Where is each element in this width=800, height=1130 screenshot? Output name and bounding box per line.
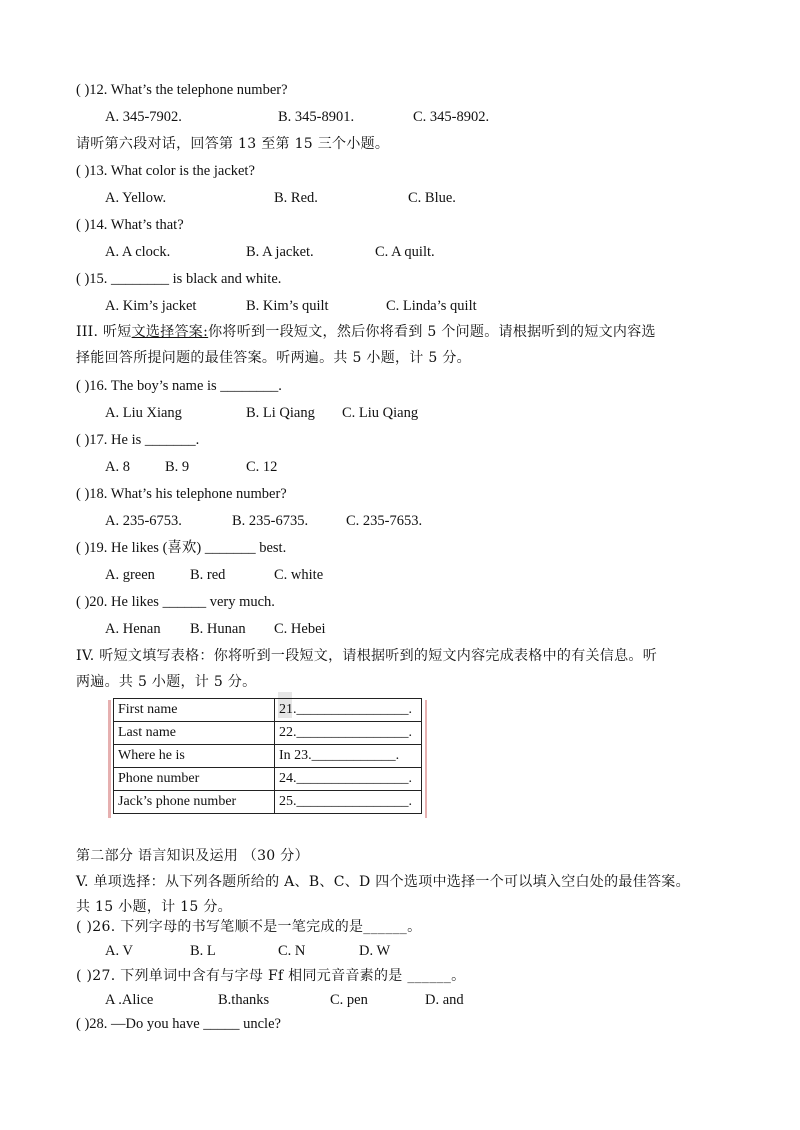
section5-instruction-line1: V. 单项选择：从下列各题所给的 A、B、C、D 四个选项中选择一个可以填入空白处的最佳答案。 xyxy=(76,874,690,890)
section4-instruction-line2: 两遍。共 5 小题，计 5 分。 xyxy=(76,674,257,690)
table-label: Phone number xyxy=(114,768,275,791)
q13-stem: ( )13. What color is the jacket? xyxy=(76,163,255,179)
q20-option-a: A. Henan xyxy=(105,621,161,637)
scan-edge-left xyxy=(108,700,111,818)
section3-instruction: 你将听到一段短文，然后你将看到 5 个问题。请根据听到的短文内容选 xyxy=(208,324,656,340)
q15-option-a: A. Kim’s jacket xyxy=(105,298,197,314)
q18-stem: ( )18. What’s his telephone number? xyxy=(76,486,287,502)
q17-option-c: C. 12 xyxy=(246,459,278,475)
q16-stem: ( )16. The boy’s name is ________. xyxy=(76,378,282,394)
q14-option-c: C. A quilt. xyxy=(375,244,435,260)
q18-option-b: B. 235-6735. xyxy=(232,513,309,529)
q19-option-a: A. green xyxy=(105,567,155,583)
q15-option-b: B. Kim’s quilt xyxy=(246,298,329,314)
q17-stem: ( )17. He is _______. xyxy=(76,432,200,448)
table-row xyxy=(114,722,422,745)
section3-instruction-line2: 择能回答所提问题的最佳答案。听两遍。共 5 小题，计 5 分。 xyxy=(76,350,471,366)
q18-option-a: A. 235-6753. xyxy=(105,513,182,529)
section5-instruction-line2: 共 15 小题，计 15 分。 xyxy=(76,899,232,915)
q12-stem: ( )12. What’s the telephone number? xyxy=(76,82,288,98)
q16-option-a: A. Liu Xiang xyxy=(105,405,182,421)
q27-stem: ( )27. 下列单词中含有与字母 Ff 相同元音音素的是 ______。 xyxy=(76,968,466,984)
q15-stem: ( )15. ________ is black and white. xyxy=(76,271,282,287)
section4-instruction-line1: IV. 听短文填写表格：你将听到一段短文，请根据听到的短文内容完成表格中的有关信息。听 xyxy=(76,648,657,664)
table-blank: 25.________________. xyxy=(275,791,422,814)
dialog6-instruction: 请听第六段对话，回答第 13 至第 15 三个小题。 xyxy=(76,136,390,152)
part2-heading: 第二部分 语言知识及运用 （30 分） xyxy=(76,848,309,864)
section3-underlined-title: 文选择答案: xyxy=(131,324,209,340)
q14-stem: ( )14. What’s that? xyxy=(76,217,184,233)
q16-option-c: C. Liu Qiang xyxy=(342,405,419,421)
table-blank: 21.________________. xyxy=(275,699,422,722)
table-label: Last name xyxy=(114,722,275,745)
info-table xyxy=(113,698,422,814)
q16-option-b: B. Li Qiang xyxy=(246,405,315,421)
q27-option-d: D. and xyxy=(425,992,464,1008)
q28-stem: ( )28. —Do you have _____ uncle? xyxy=(76,1016,281,1032)
q12-option-c: C. 345-8902. xyxy=(413,109,490,125)
q13-option-a: A. Yellow. xyxy=(105,190,167,206)
section3-heading xyxy=(76,322,656,342)
q20-stem: ( )20. He likes ______ very much. xyxy=(76,594,275,610)
table-row xyxy=(114,768,422,791)
table-label: First name xyxy=(114,699,275,722)
q26-option-d: D. W xyxy=(359,943,391,959)
table-row xyxy=(114,791,422,814)
q26-option-a: A. V xyxy=(105,943,133,959)
q12-option-b: B. 345-8901. xyxy=(278,109,355,125)
q13-option-b: B. Red. xyxy=(274,190,318,206)
table-blank: 22.________________. xyxy=(275,722,422,745)
q17-option-b: B. 9 xyxy=(165,459,190,475)
q19-option-c: C. white xyxy=(274,567,324,583)
table-blank: In 23.____________. xyxy=(275,745,422,768)
q15-option-c: C. Linda’s quilt xyxy=(386,298,477,314)
q18-option-c: C. 235-7653. xyxy=(346,513,423,529)
table-blank: 24.________________. xyxy=(275,768,422,791)
q17-option-a: A. 8 xyxy=(105,459,130,475)
table-label: Jack’s phone number xyxy=(114,791,275,814)
q14-option-b: B. A jacket. xyxy=(246,244,314,260)
q26-option-b: B. L xyxy=(190,943,216,959)
q27-option-c: C. pen xyxy=(330,992,368,1008)
q26-option-c: C. N xyxy=(278,943,306,959)
scan-edge-right xyxy=(425,700,427,818)
q27-option-a: A .Alice xyxy=(105,992,154,1008)
table-label: Where he is xyxy=(114,745,275,768)
q20-option-b: B. Hunan xyxy=(190,621,246,637)
q14-option-a: A. A clock. xyxy=(105,244,171,260)
q12-option-a: A. 345-7902. xyxy=(105,109,182,125)
section3-prefix: III. 听短 xyxy=(76,324,132,340)
q27-option-b: B.thanks xyxy=(218,992,270,1008)
q19-stem: ( )19. He likes (喜欢) _______ best. xyxy=(76,540,287,556)
q19-option-b: B. red xyxy=(190,567,226,583)
q20-option-c: C. Hebei xyxy=(274,621,326,637)
table-row xyxy=(114,699,422,722)
table-row xyxy=(114,745,422,768)
q26-stem: ( )26. 下列字母的书写笔顺不是一笔完成的是______。 xyxy=(76,919,422,935)
q13-option-c: C. Blue. xyxy=(408,190,456,206)
